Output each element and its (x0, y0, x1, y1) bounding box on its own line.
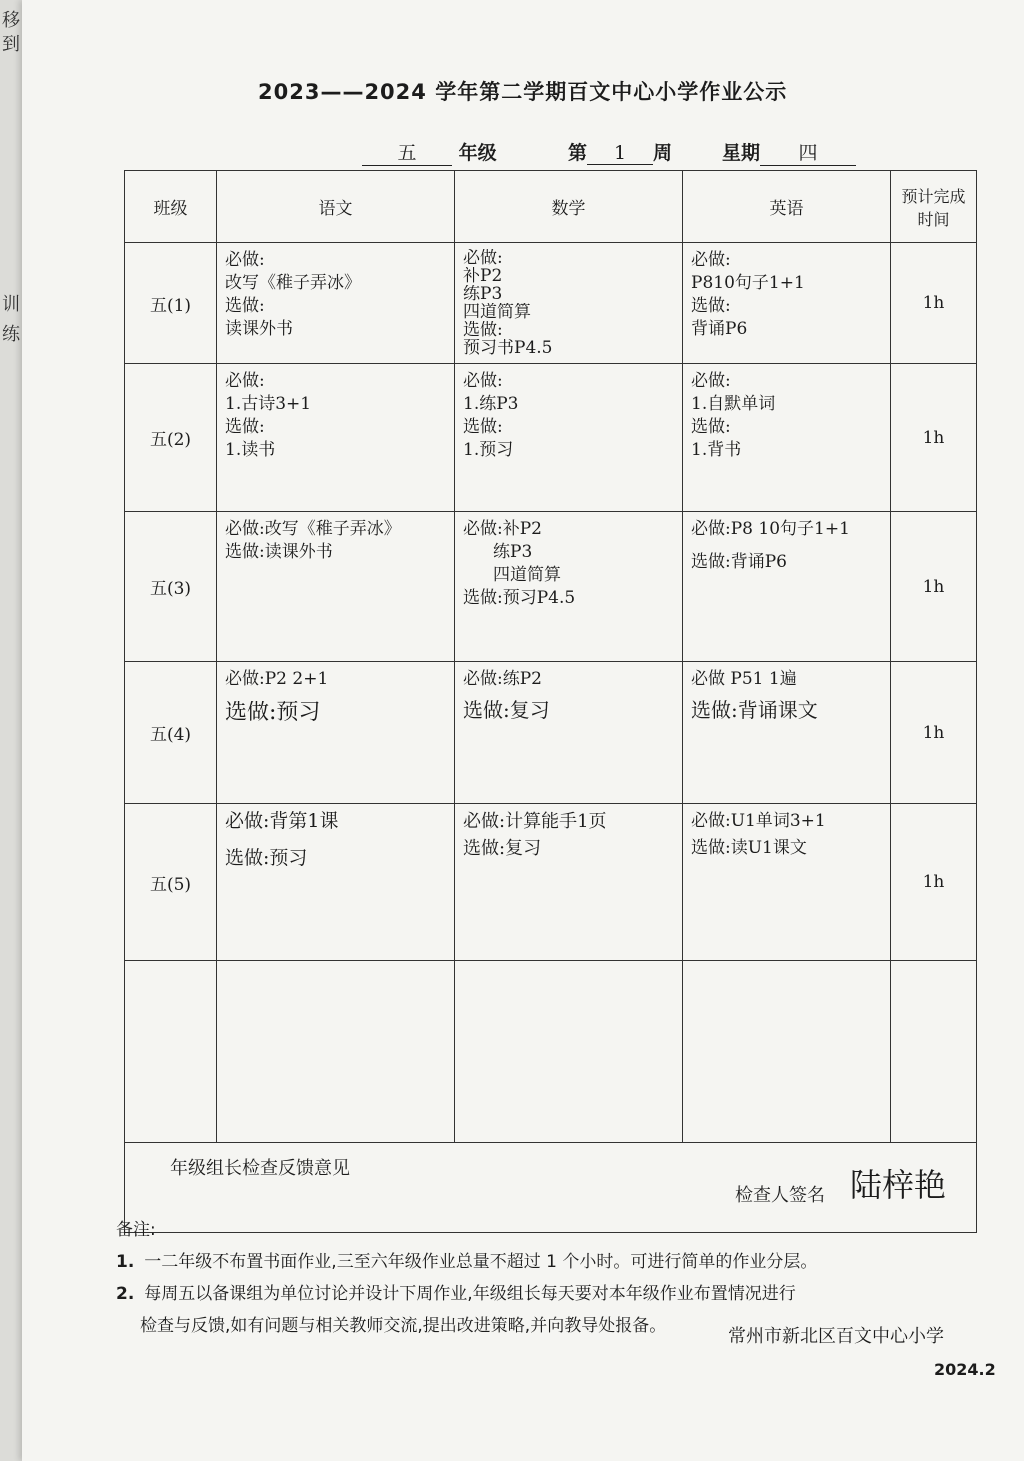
hw-line: 预习书P4.5 (463, 339, 553, 357)
edge-char: 移 (2, 10, 20, 31)
inspector-signature: 陆梓艳 (850, 1166, 947, 1204)
hw-line: 选做:预习P4.5 (463, 588, 576, 608)
table-row (125, 961, 977, 1143)
school-name: 常州市新北区百文中心小学 (728, 1326, 944, 1347)
table-header-row (125, 171, 977, 243)
week-prefix: 第 (568, 142, 588, 164)
chinese-cell (217, 243, 455, 364)
hw-line: 必做: (691, 371, 731, 391)
math-cell (455, 243, 683, 364)
hw-line: 选做: (463, 417, 503, 437)
math-cell (455, 961, 683, 1143)
hw-line: 选做:读U1课文 (691, 838, 807, 858)
hw-line: 必做:补P2 (463, 519, 542, 539)
english-cell (683, 662, 891, 804)
class-cell: 五(4) (125, 662, 217, 804)
hw-line: 选做:背诵P6 (691, 552, 787, 572)
column-header-class: 班级 (125, 171, 217, 243)
document-date: 2024.2 (934, 1360, 996, 1379)
hw-line: 必做: (225, 250, 265, 270)
hw-line: 选做: (691, 417, 731, 437)
hw-line: 选做:预习 (225, 701, 321, 724)
class-cell: 五(1) (125, 243, 217, 364)
english-cell (683, 364, 891, 512)
math-cell (455, 804, 683, 961)
hw-line: 必做:P8 10句子1+1 (691, 519, 850, 539)
notes-heading: 备注: (116, 1220, 156, 1240)
weekday-field (722, 138, 856, 166)
hw-line: 补P2 (463, 267, 503, 285)
column-header-english: 英语 (683, 171, 891, 243)
hw-line: 读课外书 (225, 319, 293, 339)
weekday-label: 星期 (722, 142, 761, 164)
english-cell (683, 243, 891, 364)
time-cell: 1h (891, 512, 977, 662)
math-cell (455, 364, 683, 512)
hw-line: 练P3 (493, 542, 533, 562)
edge-char: 练 (2, 324, 20, 345)
hw-line: 选做:预习 (225, 847, 308, 869)
grade-value: 五 (362, 138, 452, 166)
table-row (125, 243, 977, 364)
hw-line: 必做 P51 1遍 (691, 669, 797, 689)
hw-line: 1.自默单词 (691, 394, 776, 414)
homework-table (124, 170, 977, 1233)
table-row (125, 662, 977, 804)
chinese-cell (217, 662, 455, 804)
note-number: 2. (116, 1284, 135, 1304)
hw-line: 1.练P3 (463, 394, 519, 414)
table-row (125, 804, 977, 961)
hw-line: 必做: (463, 371, 503, 391)
table-row (125, 364, 977, 512)
note-item (116, 1278, 817, 1310)
hw-line: 改写《稚子弄冰》 (225, 273, 361, 293)
table-row (125, 512, 977, 662)
chinese-cell (217, 804, 455, 961)
class-cell (125, 961, 217, 1143)
column-header-math: 数学 (455, 171, 683, 243)
week-suffix: 周 (653, 142, 673, 164)
week-value: 1 (587, 142, 653, 165)
note-continuation: 检查与反馈,如有问题与相关教师交流,提出改进策略,并向教导处报备。 (140, 1316, 667, 1336)
hw-line: 四道简算 (463, 303, 531, 321)
week-field (568, 138, 672, 165)
hw-line: 选做: (463, 321, 503, 339)
note-number: 1. (116, 1252, 135, 1272)
note-item (116, 1246, 817, 1278)
hw-line: 1.古诗3+1 (225, 394, 312, 414)
weekday-value: 四 (760, 138, 856, 166)
chinese-cell (217, 512, 455, 662)
hw-line: P810句子1+1 (691, 273, 805, 293)
hw-line: 1.预习 (463, 440, 514, 460)
hw-line: 选做: (691, 296, 731, 316)
hw-line: 选做: (225, 296, 265, 316)
time-cell: 1h (891, 804, 977, 961)
hw-line: 1.读书 (225, 440, 276, 460)
signature-label: 检查人签名 (735, 1185, 825, 1206)
hw-line: 练P3 (463, 285, 503, 303)
hw-line: 必做: (225, 371, 265, 391)
class-cell: 五(3) (125, 512, 217, 662)
chinese-cell (217, 364, 455, 512)
math-cell (455, 662, 683, 804)
edge-char: 到 (2, 34, 20, 55)
column-header-chinese: 语文 (217, 171, 455, 243)
chinese-cell (217, 961, 455, 1143)
note-text: 每周五以备课组为单位讨论并设计下周作业,年级组长每天要对本年级作业布置情况进行 (144, 1284, 796, 1304)
hw-line: 选做: (225, 417, 265, 437)
hw-line: 选做:复习 (463, 838, 542, 859)
grade-field (362, 138, 497, 166)
time-cell (891, 961, 977, 1143)
hw-line: 必做:P2 2+1 (225, 669, 329, 689)
edge-char: 训 (2, 294, 20, 315)
hw-line: 必做:练P2 (463, 669, 542, 689)
time-cell: 1h (891, 662, 977, 804)
hw-line: 必做: (691, 250, 731, 270)
class-cell: 五(5) (125, 804, 217, 961)
hw-line: 必做:U1单词3+1 (691, 811, 826, 831)
feedback-label: 年级组长检查反馈意见 (170, 1158, 350, 1179)
note-text: 一二年级不布置书面作业,三至六年级作业总量不超过 1 个小时。可进行简单的作业分层。 (144, 1252, 818, 1272)
hw-line: 必做:背第1课 (225, 810, 339, 832)
hw-line: 必做:改写《稚子弄冰》 (225, 519, 401, 539)
english-cell (683, 961, 891, 1143)
math-cell (455, 512, 683, 662)
english-cell (683, 512, 891, 662)
hw-line: 四道简算 (493, 565, 561, 585)
class-cell: 五(2) (125, 364, 217, 512)
hw-line: 背诵P6 (691, 319, 748, 339)
time-cell: 1h (891, 364, 977, 512)
hw-line: 选做:复习 (463, 699, 550, 722)
hw-line: 必做:计算能手1页 (463, 811, 607, 832)
notes-section (116, 1214, 817, 1342)
english-cell (683, 804, 891, 961)
grade-label: 年级 (458, 142, 497, 164)
hw-line: 1.背书 (691, 440, 742, 460)
hw-line: 必做: (463, 249, 503, 267)
time-cell: 1h (891, 243, 977, 364)
adjacent-paper-edge (0, 0, 22, 1461)
column-header-time: 预计完成时间 (891, 171, 977, 243)
hw-line: 选做:背诵课文 (691, 699, 818, 722)
document-title: 2023——2024 学年第二学期百文中心小学作业公示 (258, 80, 788, 104)
hw-line: 选做:读课外书 (225, 542, 333, 562)
